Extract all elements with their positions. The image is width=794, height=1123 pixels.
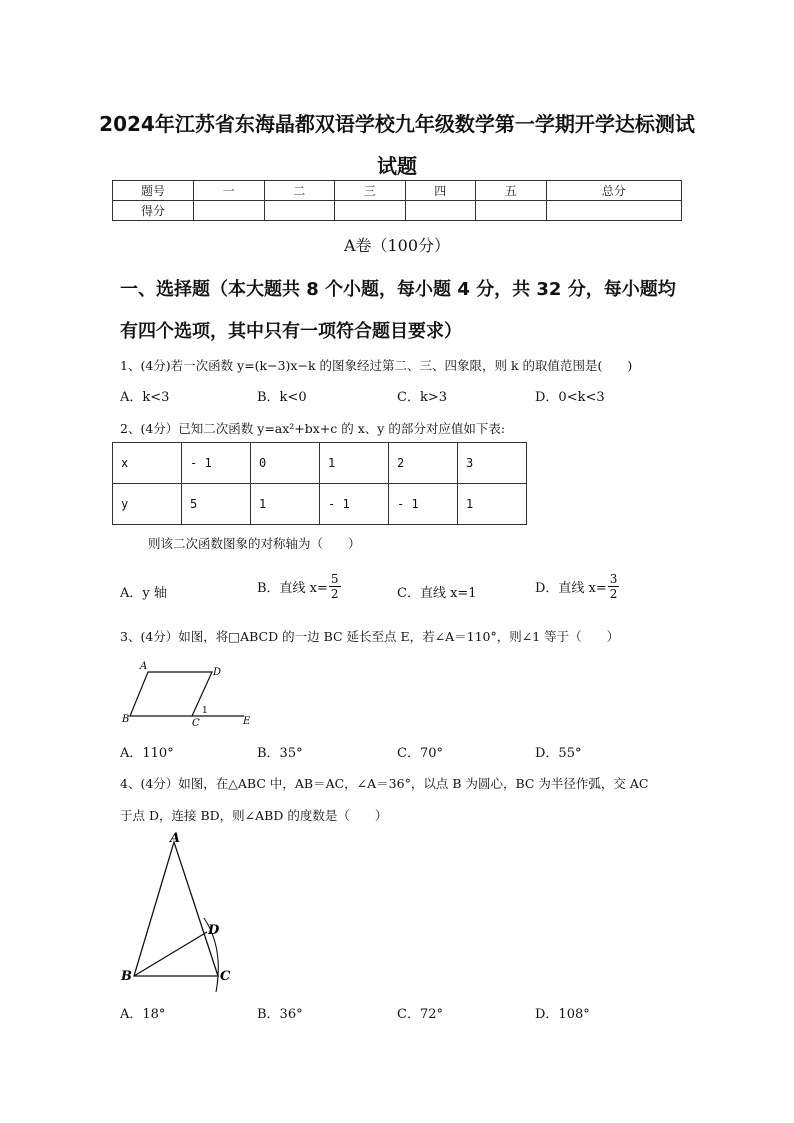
label-e: E: [243, 716, 251, 727]
q3-option-c: C．70°: [397, 746, 443, 761]
label-c: C: [220, 969, 231, 984]
q1-option-c: C．k>3: [397, 390, 447, 405]
q2-option-c: C．直线 x=1: [397, 586, 477, 601]
label-angle-1: 1: [202, 706, 208, 716]
fraction-numerator: 3: [609, 572, 618, 586]
question-4-text: 4、(4分）如图，在△ABC 中，AB＝AC，∠A＝36°，以点 B 为圆心，BC 为半径作弧，交 AC: [120, 776, 649, 791]
part1-heading: 一、选择题（本大题共 8 个小题，每小题 4 分，共 32 分，每小题均: [120, 279, 676, 300]
table-cell: 3: [458, 443, 527, 484]
score-header-cell: 二: [264, 181, 335, 201]
score-table-score-row: [113, 201, 682, 221]
fraction-denominator: 2: [609, 587, 618, 601]
q2-option-d: [535, 572, 619, 601]
part1-heading-continued: 有四个选项，其中只有一项符合题目要求）: [120, 321, 462, 342]
q2-option-b: [257, 572, 341, 601]
table-cell: - 1: [389, 484, 458, 525]
q4-option-d: D．108°: [535, 1007, 590, 1022]
fraction-denominator: 2: [330, 587, 339, 601]
label-b: B: [121, 969, 132, 984]
score-cell: [264, 201, 335, 221]
score-table: [112, 180, 682, 221]
fraction: [329, 572, 341, 601]
y-row: [113, 484, 527, 525]
q4-option-a: A．18°: [120, 1007, 166, 1022]
table-cell: 5: [182, 484, 251, 525]
question-2-followup: 则该二次函数图象的对称轴为（ ）: [148, 536, 361, 551]
score-header-cell: 五: [476, 181, 547, 201]
table-cell: y: [113, 484, 182, 525]
section-title: A卷（100分）: [343, 236, 451, 255]
score-cell: [335, 201, 406, 221]
table-cell: 1: [458, 484, 527, 525]
q2-option-a: A．y 轴: [120, 586, 167, 601]
table-cell: 1: [251, 484, 320, 525]
score-cell: [476, 201, 547, 221]
label-d: D: [208, 923, 220, 938]
label-a: A: [170, 831, 181, 846]
page-title-continued: 试题: [377, 154, 417, 178]
table-cell: - 1: [182, 443, 251, 484]
score-cell: [546, 201, 682, 221]
question-3-text: 3、(4分）如图，将□ABCD 的一边 BC 延长至点 E，若∠A＝110°，则∠1 等于（ ）: [120, 629, 620, 644]
q1-option-a: A．k<3: [120, 390, 170, 405]
q4-option-b: B．36°: [257, 1007, 303, 1022]
score-header-cell: 总分: [546, 181, 682, 201]
score-header-cell: 四: [405, 181, 476, 201]
score-cell: [194, 201, 265, 221]
xy-value-table: [112, 442, 527, 525]
score-header-cell: 一: [194, 181, 265, 201]
q3-option-b: B．35°: [257, 746, 303, 761]
parallelogram-figure: [112, 658, 272, 730]
q3-option-d: D．55°: [535, 746, 582, 761]
fraction: [608, 572, 620, 601]
question-4-text-continued: 于点 D，连接 BD，则∠ABD 的度数是（ ）: [120, 808, 388, 823]
score-row-label: 得分: [113, 201, 194, 221]
triangle-figure: [112, 830, 252, 998]
parallelogram-abcd: [130, 672, 212, 716]
q1-option-b: B．k<0: [257, 390, 307, 405]
score-header-cell: 三: [335, 181, 406, 201]
table-cell: - 1: [320, 484, 389, 525]
table-cell: 0: [251, 443, 320, 484]
q1-option-d: D．0<k<3: [535, 390, 605, 405]
score-cell: [405, 201, 476, 221]
q2-option-d-label: D．直线 x=: [535, 581, 607, 596]
table-cell: 2: [389, 443, 458, 484]
q2-option-b-label: B．直线 x=: [257, 581, 328, 596]
score-header-cell: 题号: [113, 181, 194, 201]
page-title: 2024年江苏省东海晶都双语学校九年级数学第一学期开学达标测试: [99, 112, 695, 136]
q4-option-c: C．72°: [397, 1007, 443, 1022]
question-1-text: 1、(4分)若一次函数 y=(k−3)x−k 的图象经过第二、三、四象限，则 k 的取值范围是( ): [120, 358, 633, 373]
label-b: B: [122, 714, 130, 725]
score-table-header-row: [113, 181, 682, 201]
triangle-abc: [134, 842, 218, 976]
question-2-text: 2、(4分）已知二次函数 y=ax²+bx+c 的 x、y 的部分对应值如下表:: [120, 421, 506, 436]
table-cell: x: [113, 443, 182, 484]
label-d: D: [213, 667, 222, 678]
label-c: C: [192, 718, 200, 729]
fraction-numerator: 5: [330, 572, 339, 586]
table-cell: 1: [320, 443, 389, 484]
label-a: A: [140, 661, 148, 672]
q3-option-a: A．110°: [120, 746, 174, 761]
x-row: [113, 443, 527, 484]
